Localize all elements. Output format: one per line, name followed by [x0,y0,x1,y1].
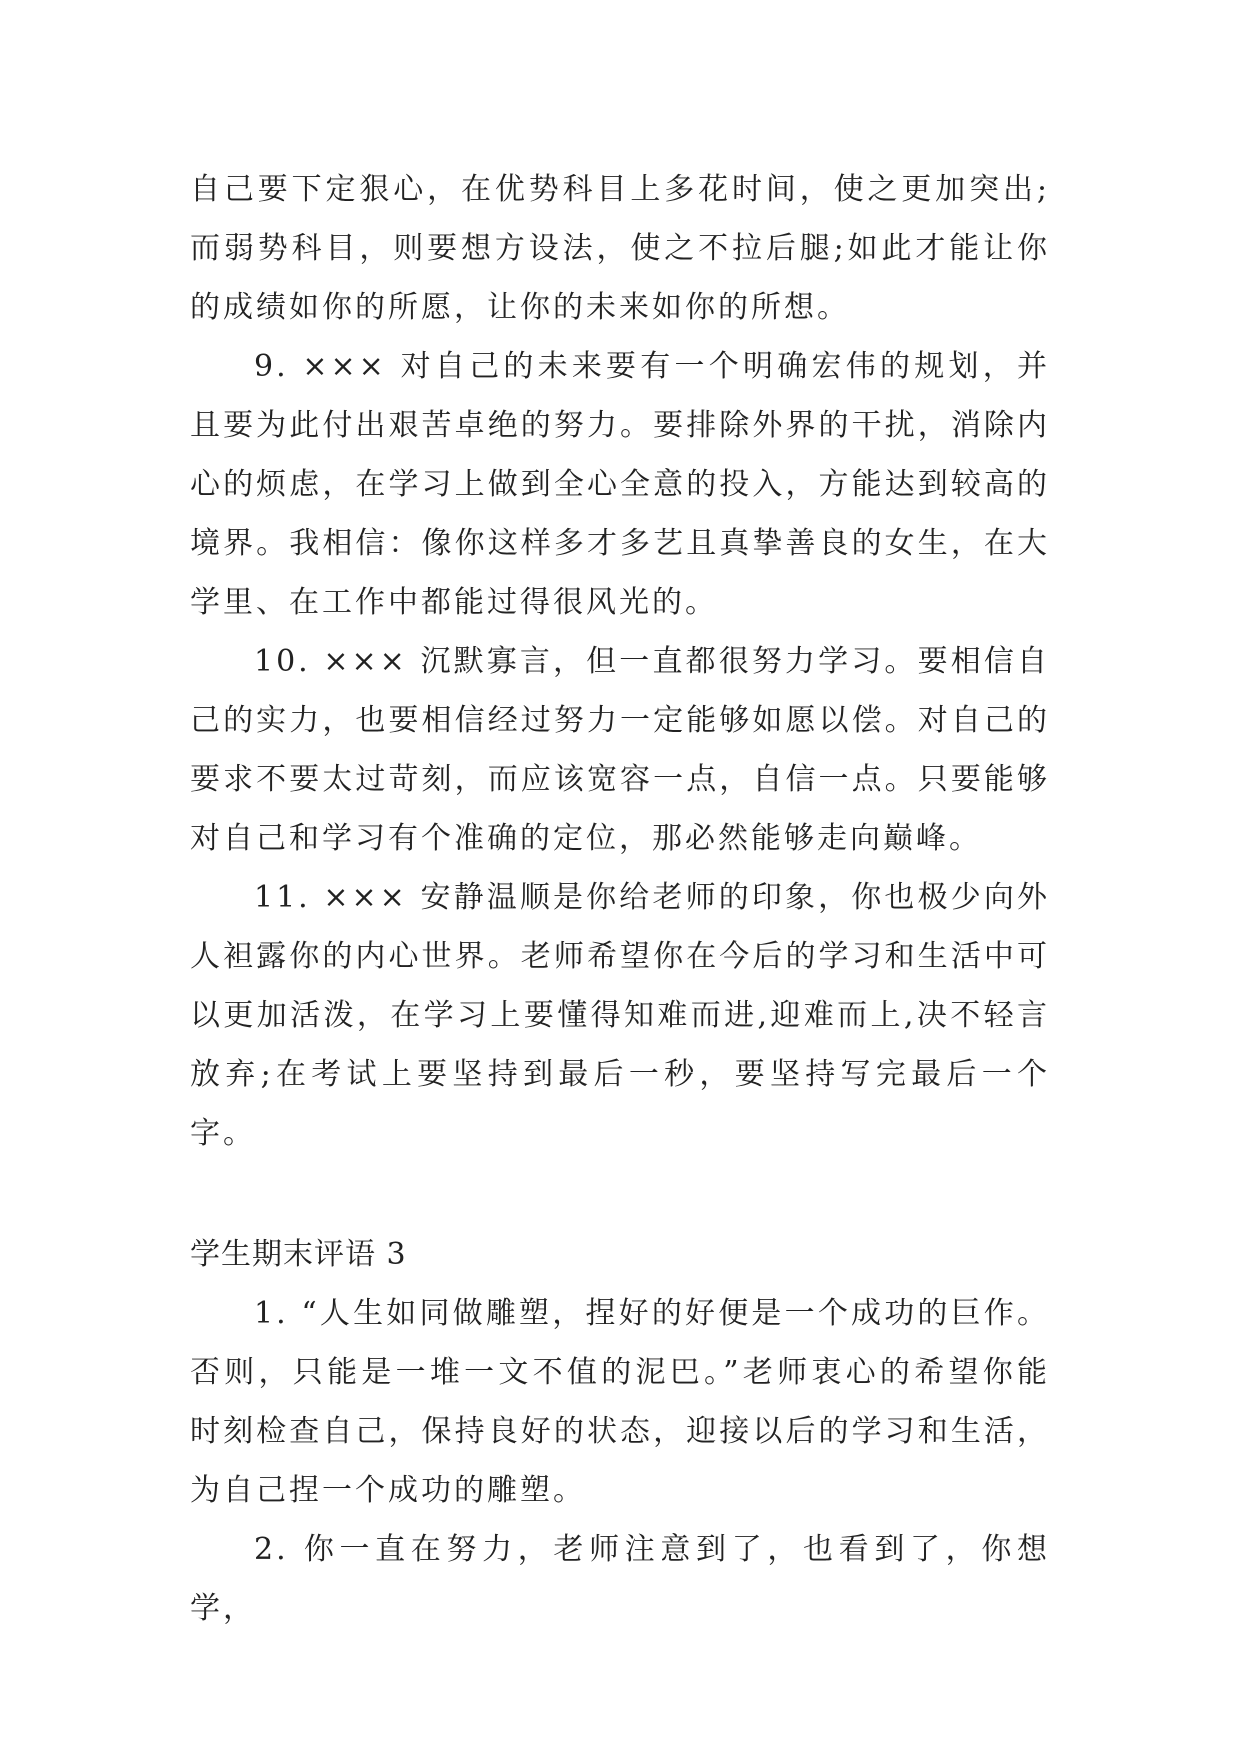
document-body [190,160,1050,1638]
paragraph-comment-9: 9. ××× 对自己的未来要有一个明确宏伟的规划，并且要为此付出艰苦卓绝的努力。要排除外界的干扰，消除内心的烦虑，在学习上做到全心全意的投入，方能达到较高的境界。我相信：像你这样多才多艺且真挚善良的女生，在大学里、在工作中都能过得很风光的。 [190,349,1050,620]
paragraph-continuation: 自己要下定狠心，在优势科目上多花时间，使之更加突出;而弱势科目，则要想方设法，使之不拉后腿;如此才能让你的成绩如你的所愿，让你的未来如你的所想。 [190,172,1050,325]
paragraph-comment-11: 11. ××× 安静温顺是你给老师的印象，你也极少向外人袒露你的内心世界。老师希望你在今后的学习和生活中可以更加活泼，在学习上要懂得知难而进,迎难而上,决不轻言放弃;在考试上要坚持到最后一秒，要坚持写完最后一个字。 [190,880,1050,1151]
paragraph-comment-2: 2. 你一直在努力，老师注意到了，也看到了，你想学， [190,1532,1050,1626]
section-heading: 学生期末评语 3 [190,1237,407,1272]
paragraph-comment-1: 1. “人生如同做雕塑，捏好的好便是一个成功的巨作。否则，只能是一堆一文不值的泥巴。”老师衷心的希望你能时刻检查自己，保持良好的状态，迎接以后的学习和生活，为自己捏一个成功的雕塑。 [190,1296,1050,1508]
paragraph-comment-10: 10. ××× 沉默寡言，但一直都很努力学习。要相信自己的实力，也要相信经过努力一定能够如愿以偿。对自己的要求不要太过苛刻，而应该宽容一点，自信一点。只要能够对自己和学习有个准确的定位，那必然能够走向巅峰。 [190,644,1050,856]
